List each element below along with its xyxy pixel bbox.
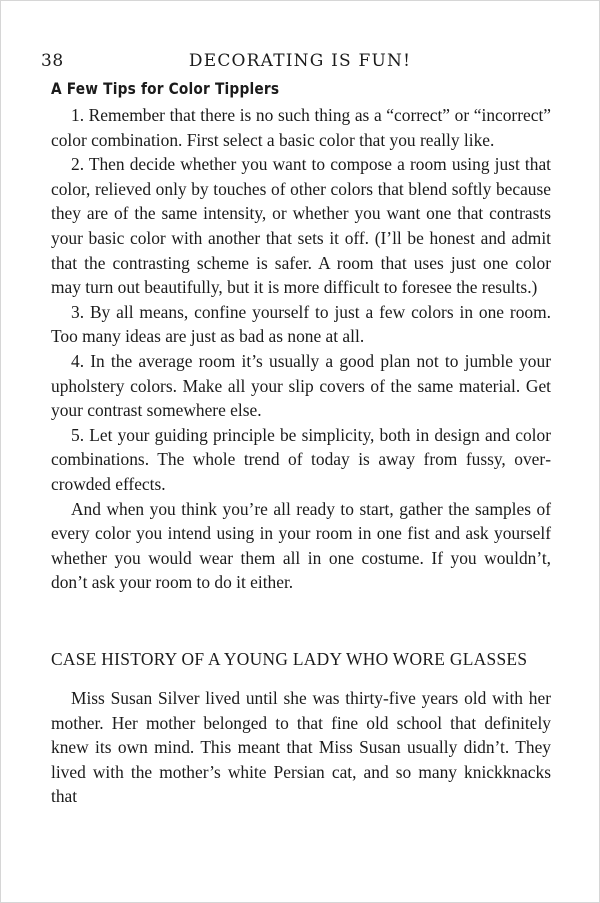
tips-body — [51, 103, 551, 595]
running-head — [41, 51, 559, 73]
tip-paragraph-4: 4. In the average room it’s usually a good plan not to jumble your upholstery colors. Make all your slip covers of the same material. Get your contrast somewhere else. — [51, 350, 551, 421]
page-number: 38 — [41, 51, 64, 71]
tip-paragraph-1: 1. Remember that there is no such thing as a “correct” or “incorrect” color combination. First select a basic color that you really like. — [51, 105, 551, 150]
section-heading-case-history: CASE HISTORY OF A YOUNG LADY WHO WORE GLASSES — [51, 649, 528, 669]
tip-paragraph-5: 5. Let your guiding principle be simplicity, both in design and color combinations. The whole trend of today is away from fussy, overcrowded effects. — [51, 424, 551, 494]
case-paragraph-1: Miss Susan Silver lived until she was thirty-five years old with her mother. Her mother belonged to that fine old school that definitely knew its own mind. This meant that Miss Susan usually didn’t. They lived with the mother’s white Persian cat, and so many knickknacks that — [51, 688, 551, 807]
section-heading-color-tips: A Few Tips for Color Tipplers — [51, 79, 280, 98]
tip-paragraph-3: 3. By all means, confine yourself to just a few colors in one room. Too many ideas are just as bad as none at all. — [51, 301, 551, 347]
tip-paragraph-2: 2. Then decide whether you want to compose a room using just that color, relieved only by touches of other colors that blend softly because they are of the same intensity, or whether you want one that contrasts your basic color with another that sets it off. (I’ll be honest and admit that the contrasting scheme is safer. A room that uses just one color may turn out beautifully, but it is more difficult to foresee the results.) — [51, 154, 551, 298]
tips-closing-paragraph: And when you think you’re all ready to start, gather the samples of every color you intend using in your room in one fist and ask yourself whether you would wear them all in one costume. If you wouldn’t, don’t ask your room to do it either. — [51, 498, 551, 593]
case-history-body — [51, 686, 551, 809]
running-title: DECORATING IS FUN! — [188, 51, 412, 71]
